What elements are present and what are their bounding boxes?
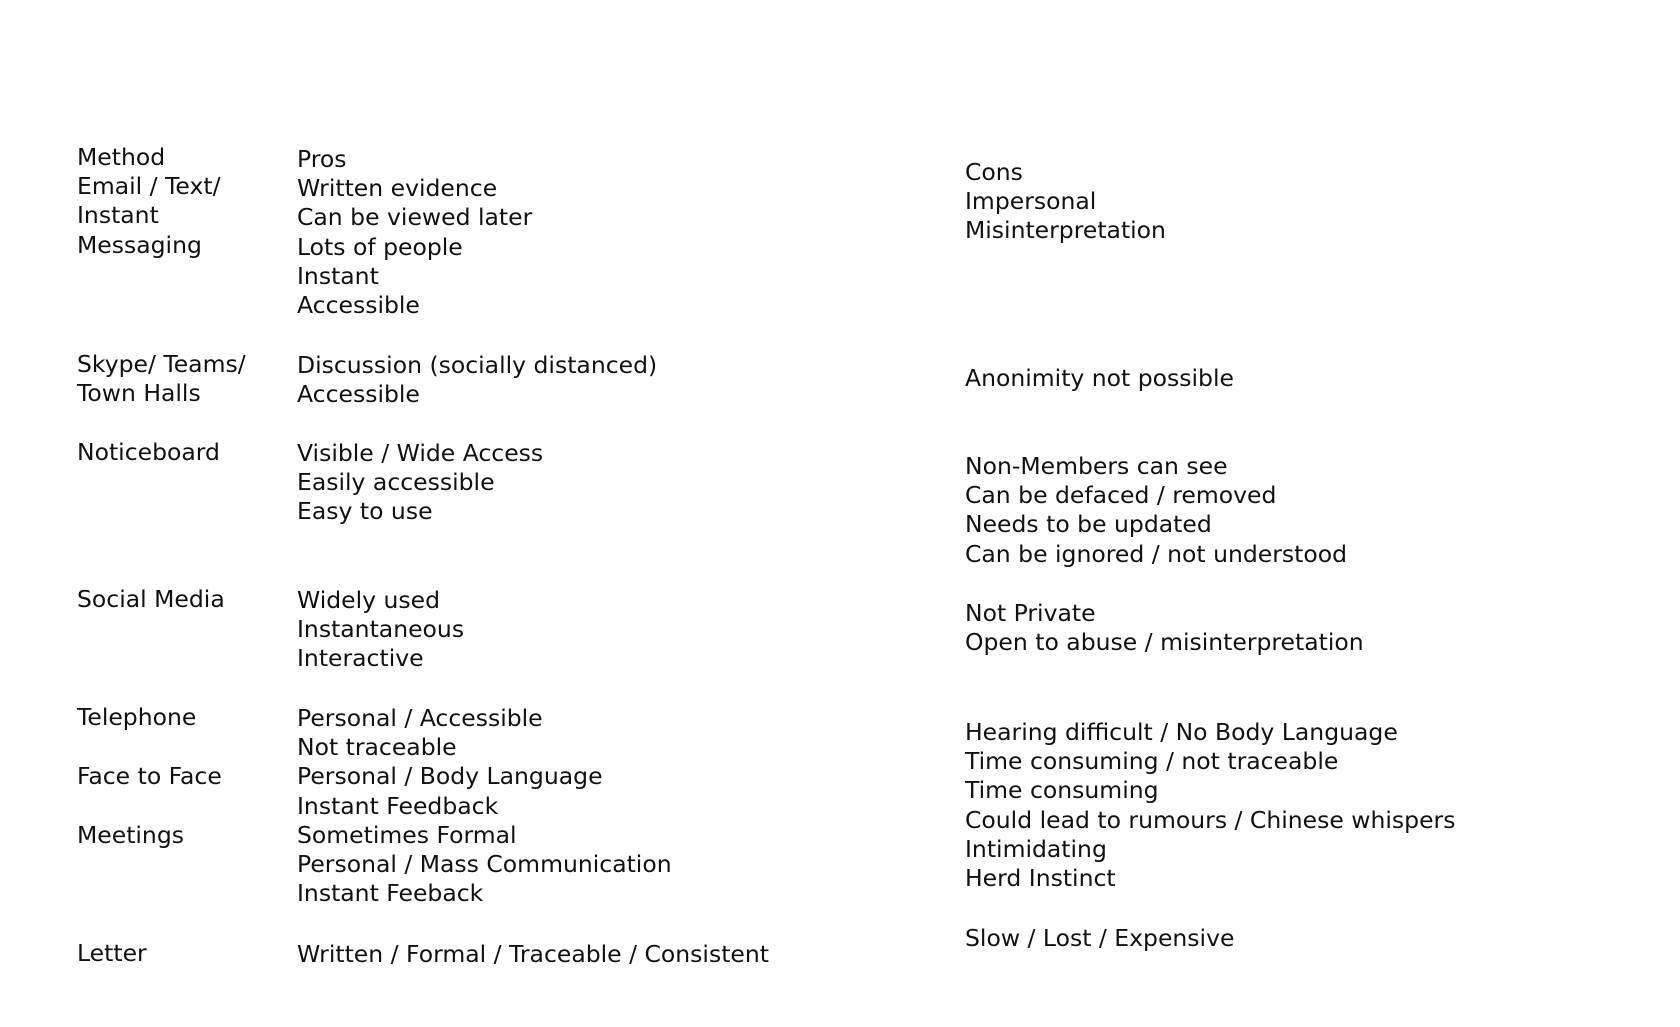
pros-skype-block [297, 351, 657, 409]
method-skype-line-1: Skype/ Teams/ [77, 350, 246, 378]
pros-email-item: Lots of people [297, 232, 463, 261]
pros-noticeboard-item: Easy to use [297, 497, 433, 526]
pros-social-item: Instantaneous [297, 615, 465, 644]
method-telephone [77, 703, 196, 732]
method-skype-line-2: Town Halls [77, 379, 201, 408]
cons-item: Herd Instinct [965, 863, 1116, 892]
pros-email-block [297, 145, 532, 320]
cons-item: Intimidating [965, 834, 1107, 863]
cons-header: Cons [965, 158, 1023, 186]
cons-telephone-face-meetings-block [965, 718, 1455, 893]
method-social-label: Social Media [77, 585, 225, 613]
pros-item: Instant Feeback [297, 879, 484, 908]
method-meetings [77, 821, 184, 850]
cons-noticeboard-item: Needs to be updated [965, 510, 1212, 539]
cons-skype-item: Anonimity not possible [965, 364, 1234, 392]
method-meetings-label: Meetings [77, 821, 184, 849]
pros-email-item: Can be viewed later [297, 203, 533, 232]
cons-social-item: Not Private [965, 599, 1096, 627]
cons-email-item: Impersonal [965, 187, 1097, 216]
method-letter [77, 939, 147, 968]
pros-telephone-face-meetings-block [297, 704, 672, 908]
cons-item: Could lead to rumours / Chinese whispers [965, 805, 1456, 834]
cons-item: Time consuming / not traceable [965, 747, 1339, 776]
pros-item: Instant Feedback [297, 791, 499, 820]
method-skype [77, 350, 246, 408]
cons-item: Time consuming [965, 776, 1159, 805]
pros-noticeboard-item: Visible / Wide Access [297, 439, 544, 467]
pros-item: Not traceable [297, 733, 457, 762]
cons-email-block [965, 158, 1166, 246]
method-telephone-label: Telephone [77, 703, 197, 731]
cons-skype-block [965, 364, 1234, 393]
method-header: Method [77, 143, 166, 171]
pros-item: Personal / Body Language [297, 762, 603, 791]
cons-social-item: Open to abuse / misinterpretation [965, 628, 1364, 657]
cons-noticeboard-item: Can be ignored / not understood [965, 539, 1348, 568]
method-email-line-1: Email / Text/ [77, 172, 221, 201]
pros-skype-item: Accessible [297, 380, 420, 409]
pros-noticeboard-item: Easily accessible [297, 468, 495, 497]
cons-letter-block [965, 924, 1234, 953]
method-email-line-2: Instant [77, 201, 159, 230]
pros-letter-item: Written / Formal / Traceable / Consistent [297, 940, 769, 968]
cons-social-block [965, 599, 1364, 657]
cons-email-item: Misinterpretation [965, 216, 1166, 245]
pros-email-item: Instant [297, 261, 379, 290]
pros-item: Personal / Mass Communication [297, 849, 672, 878]
pros-noticeboard-block [297, 439, 543, 527]
pros-social-block [297, 586, 464, 674]
method-column [77, 143, 221, 260]
pros-email-item: Written evidence [297, 174, 498, 203]
pros-item: Sometimes Formal [297, 820, 517, 849]
method-noticeboard [77, 438, 220, 467]
method-social [77, 585, 225, 614]
pros-item: Personal / Accessible [297, 704, 543, 732]
cons-noticeboard-item: Can be defaced / removed [965, 481, 1277, 510]
pros-letter-block [297, 940, 769, 969]
pros-social-item: Interactive [297, 644, 424, 673]
method-noticeboard-label: Noticeboard [77, 438, 220, 466]
method-email-line-3: Messaging [77, 230, 202, 259]
method-letter-label: Letter [77, 939, 147, 967]
cons-noticeboard-block [965, 452, 1347, 569]
pros-social-item: Widely used [297, 586, 441, 614]
method-face-label: Face to Face [77, 762, 222, 790]
cons-noticeboard-item: Non-Members can see [965, 452, 1228, 480]
cons-item: Hearing difficult / No Body Language [965, 718, 1398, 746]
pros-skype-item: Discussion (socially distanced) [297, 351, 658, 379]
pros-header: Pros [297, 145, 347, 173]
pros-email-item: Accessible [297, 290, 420, 319]
cons-letter-item: Slow / Lost / Expensive [965, 924, 1235, 952]
method-face [77, 762, 222, 791]
